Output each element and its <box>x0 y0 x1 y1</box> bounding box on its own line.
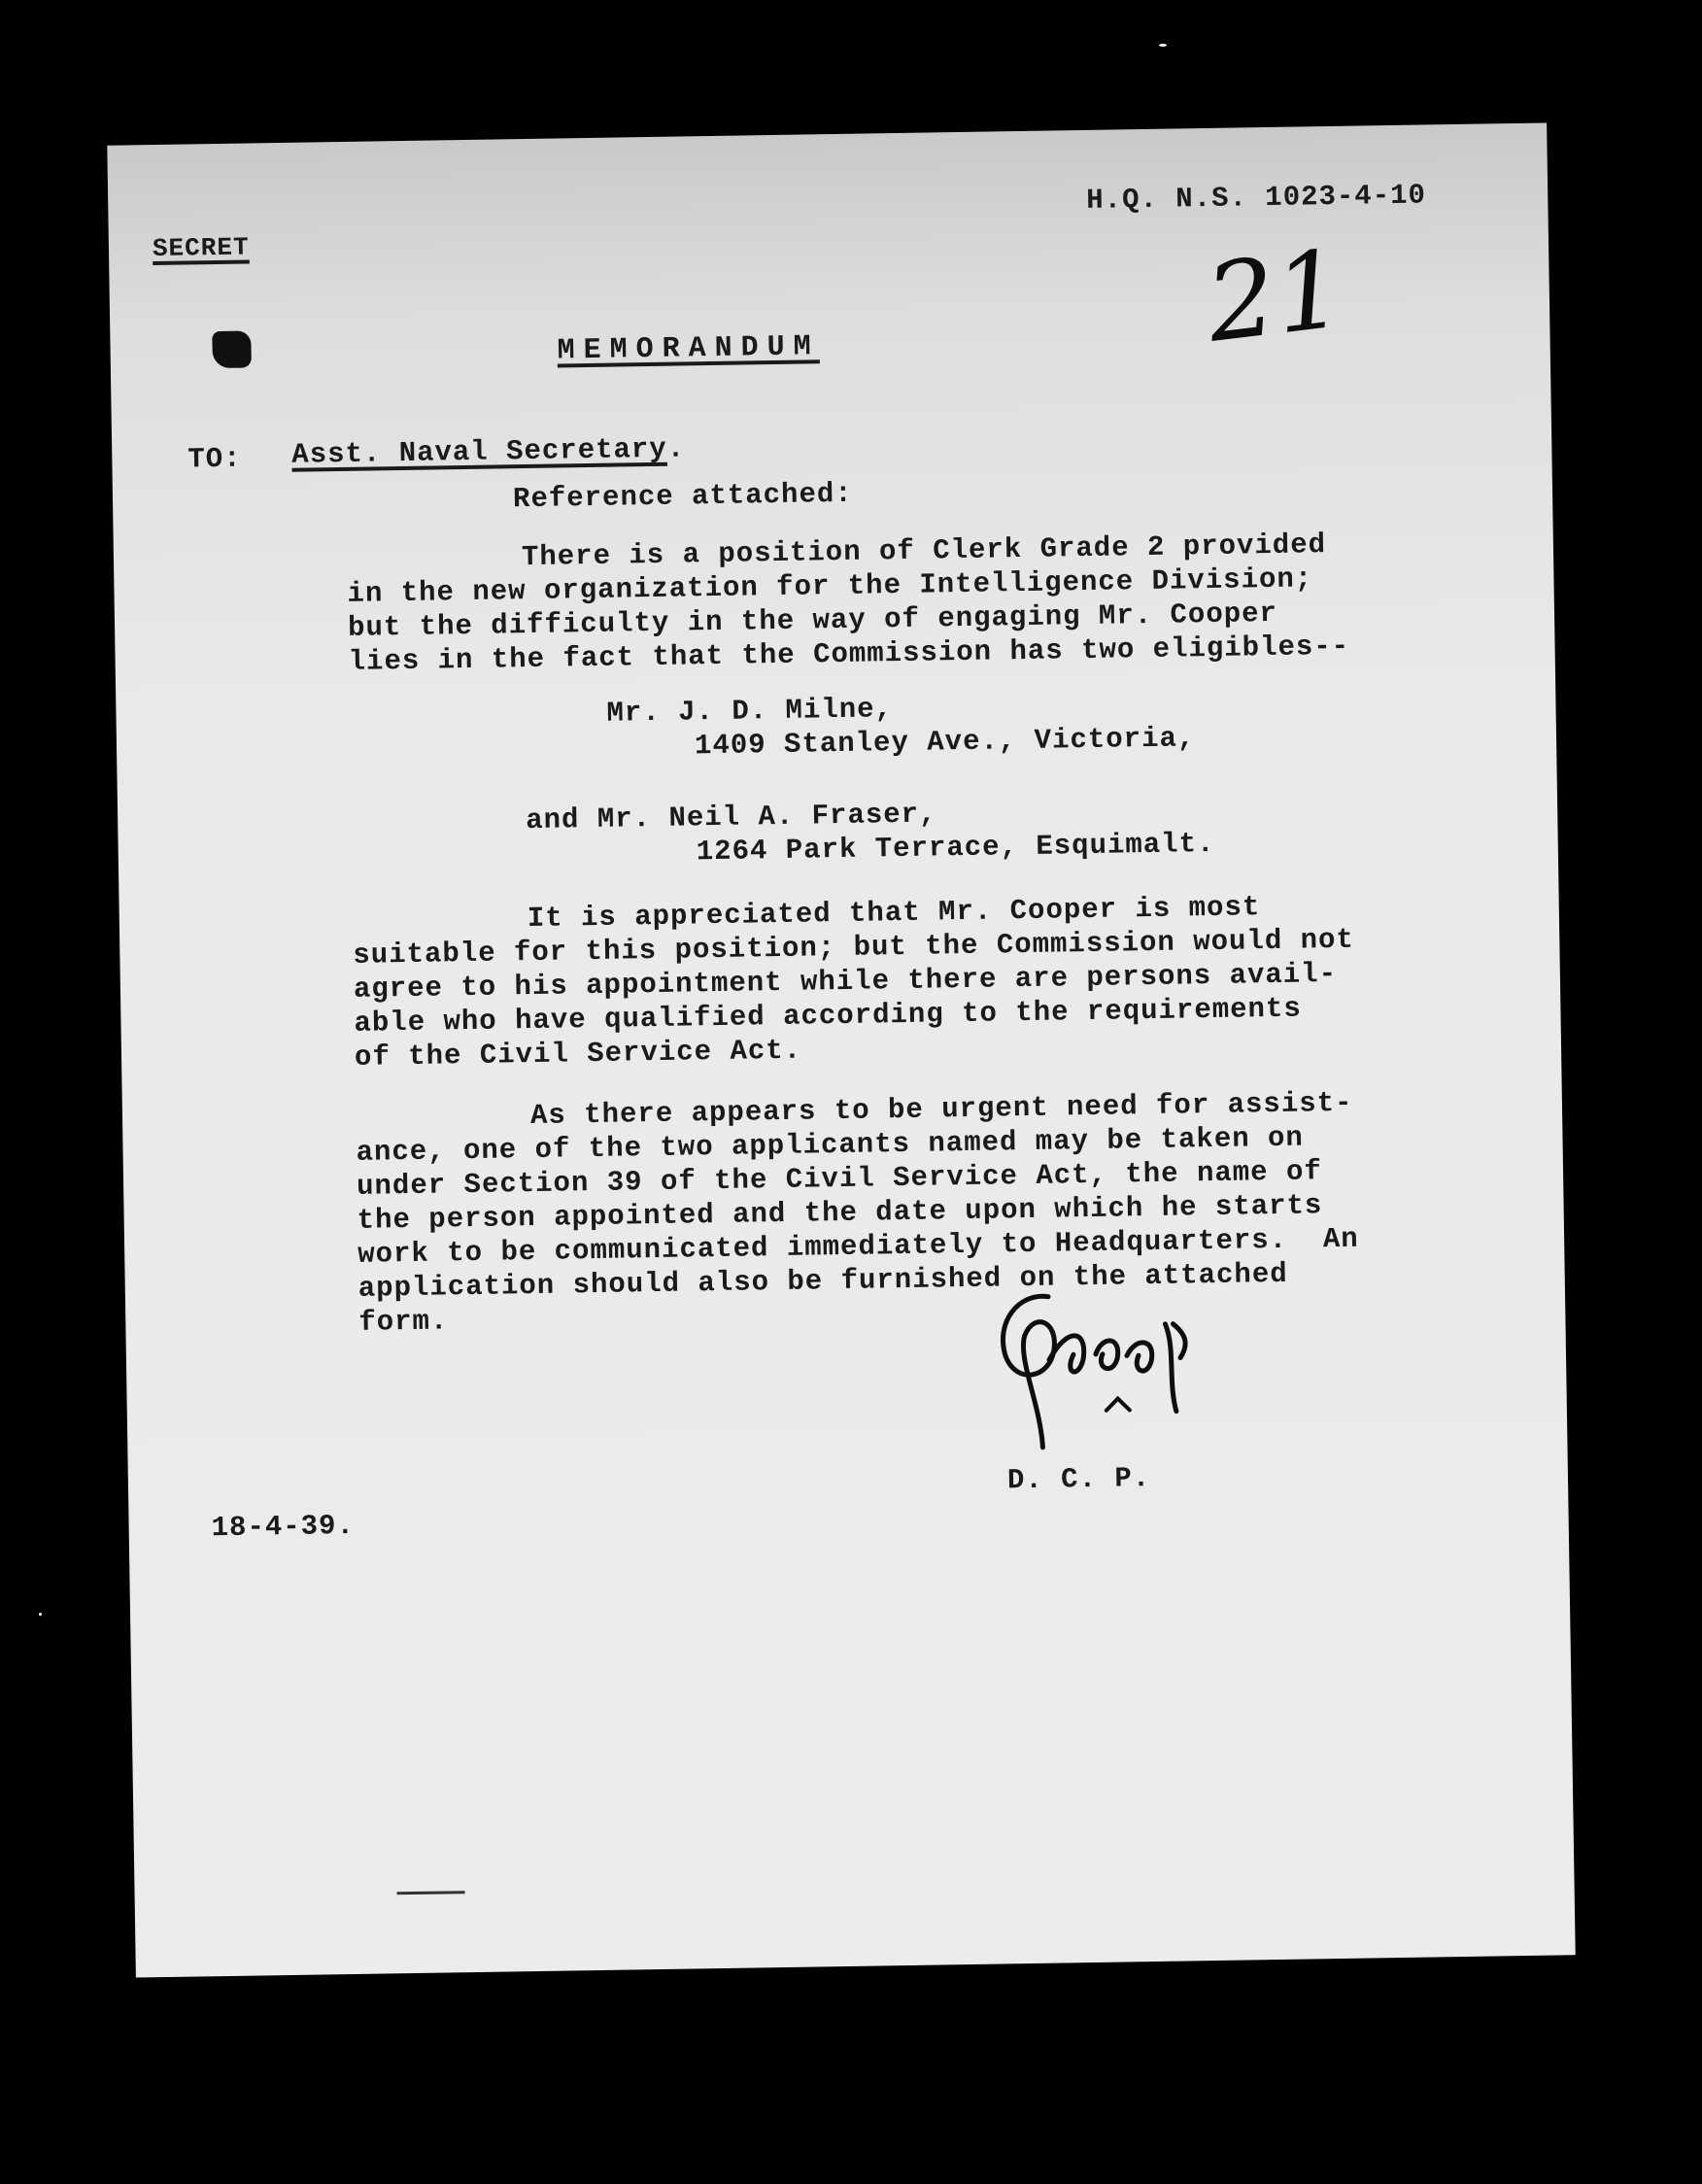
para1-line: There is a position of Clerk Grade 2 provided <box>521 529 1327 574</box>
para1-line: lies in the fact that the Commission has two eligibles-- <box>348 630 1350 678</box>
classification-stamp: SECRET <box>152 232 250 264</box>
eligible1-address: 1409 Stanley Ave., Victoria, <box>694 722 1196 763</box>
memo-page <box>107 122 1575 1977</box>
para3-line: ance, one of the two applicants named may be taken on <box>356 1121 1305 1169</box>
scan-speck <box>39 1613 42 1616</box>
handwritten-page-number: 21 <box>1200 225 1351 366</box>
para2-line: of the Civil Service Act. <box>354 1034 802 1074</box>
para2-line: suitable for this position; but the Commission would not <box>353 923 1355 972</box>
memo-date: 18-4-39. <box>211 1509 356 1545</box>
para2-line: able who have qualified according to the requirements <box>354 992 1303 1040</box>
reference-line: Reference attached: <box>512 477 853 516</box>
para1-line: but the difficulty in the way of engaging Mr. Cooper <box>347 597 1278 644</box>
para3-line: As there appears to be urgent need for assist- <box>529 1086 1353 1133</box>
para3-line: work to be communicated immediately to Headquarters. An <box>357 1222 1359 1271</box>
para3-line: the person appointed and the date upon which he starts <box>357 1189 1323 1237</box>
para3-line: form. <box>358 1305 449 1339</box>
signature-initials: D. C. P. <box>1006 1462 1151 1497</box>
eligible2-name: and Mr. Neil A. Fraser, <box>525 798 937 837</box>
para2-line: agree to his appointment while there are persons avail- <box>353 957 1338 1006</box>
eligible1-name: Mr. J. D. Milne, <box>606 693 894 730</box>
file-reference: H.Q. N.S. 1023-4-10 <box>1086 179 1427 217</box>
para2-line: It is appreciated that Mr. Cooper is most <box>527 891 1261 936</box>
eligible2-address: 1264 Park Terrace, Esquimalt. <box>696 827 1215 869</box>
to-label: TO: <box>187 442 242 476</box>
to-recipient: Asst. Naval Secretary <box>291 432 667 471</box>
memo-title: MEMORANDUM <box>557 330 820 368</box>
para3-line: under Section 39 of the Civil Service Act, the name of <box>356 1155 1323 1203</box>
margin-dash <box>397 1891 465 1894</box>
para1-line: in the new organization for the Intelligence Division; <box>347 563 1313 610</box>
scan-speck <box>1159 44 1167 47</box>
handwritten-signature <box>980 1265 1216 1463</box>
para3-line: application should also be furnished on the attached <box>357 1257 1288 1305</box>
to-recipient-line: Asst. Naval Secretary. <box>291 432 686 471</box>
ink-blot <box>212 330 252 368</box>
